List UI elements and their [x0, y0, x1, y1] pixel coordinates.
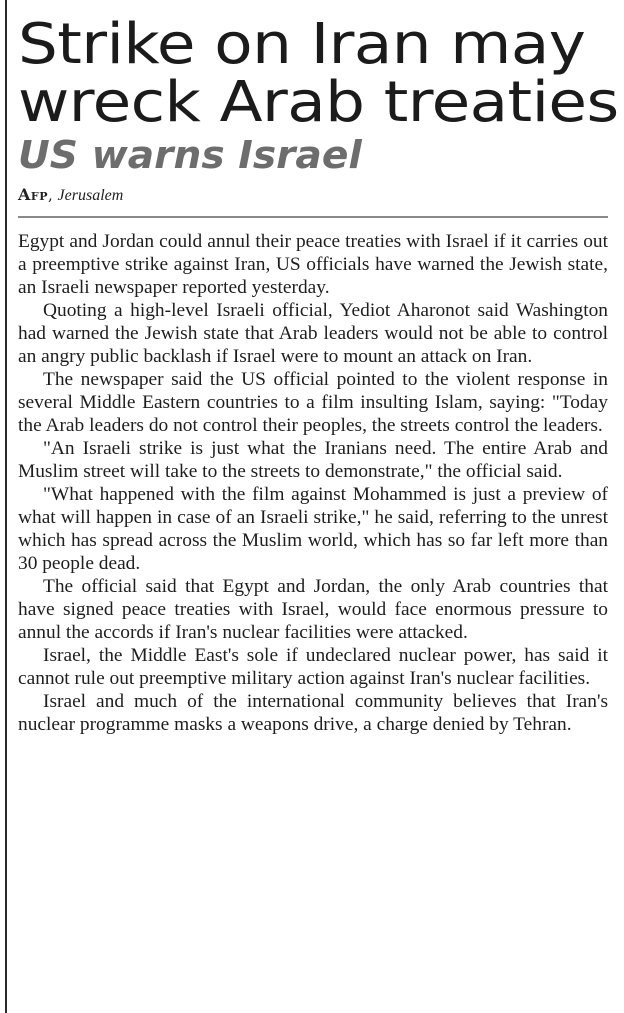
headline-line-1: Strike on Iran may	[18, 12, 586, 77]
byline-dateline: Jerusalem	[57, 187, 124, 204]
article-paragraph: Egypt and Jordan could annul their peace treaties with Israel if it carries out a preemptive strike against Iran, US officials have warned the Jewish state, an Israeli newspaper reported yesterday.	[18, 231, 608, 298]
news-article	[18, 0, 619, 736]
article-paragraph: Quoting a high-level Israeli official, Yediot Aharonot said Washington had warned the Jewish state that Arab leaders would not be able to control an angry public backlash if Israel were to mount an attack on Iran.	[18, 300, 608, 367]
column-divider-line	[5, 0, 7, 1013]
byline	[18, 185, 608, 206]
byline-divider	[18, 216, 608, 218]
headline-line-2: wreck Arab treaties	[18, 70, 619, 135]
article-paragraph: "What happened with the film against Mohammed is just a preview of what will happen in case of an Israeli strike," he said, referring to the unrest which has spread across the Muslim world, which has so far left more than 30 people dead.	[18, 484, 608, 574]
article-paragraph: Israel and much of the international community believes that Iran's nuclear programme masks a weapons drive, a charge denied by Tehran.	[18, 691, 608, 735]
headline	[18, 0, 624, 135]
article-body	[18, 230, 608, 736]
article-paragraph: Israel, the Middle East's sole if undeclared nuclear power, has said it cannot rule out preemptive military action against Iran's nuclear facilities.	[18, 645, 608, 689]
article-paragraph: The official said that Egypt and Jordan, the only Arab countries that have signed peace treaties with Israel, would face enormous pressure to annul the accords if Iran's nuclear facilities were attacked.	[18, 576, 608, 643]
subheadline: US warns Israel	[18, 133, 362, 177]
byline-separator: ,	[48, 186, 58, 204]
article-paragraph: "An Israeli strike is just what the Iranians need. The entire Arab and Muslim street will take to the streets to demonstrate," the official said.	[18, 438, 608, 482]
byline-agency: Afp	[18, 185, 48, 204]
article-paragraph: The newspaper said the US official pointed to the violent response in several Middle Eastern countries to a film insulting Islam, saying: "Today the Arab leaders do not control their peoples, the streets control the leaders.	[18, 369, 608, 436]
